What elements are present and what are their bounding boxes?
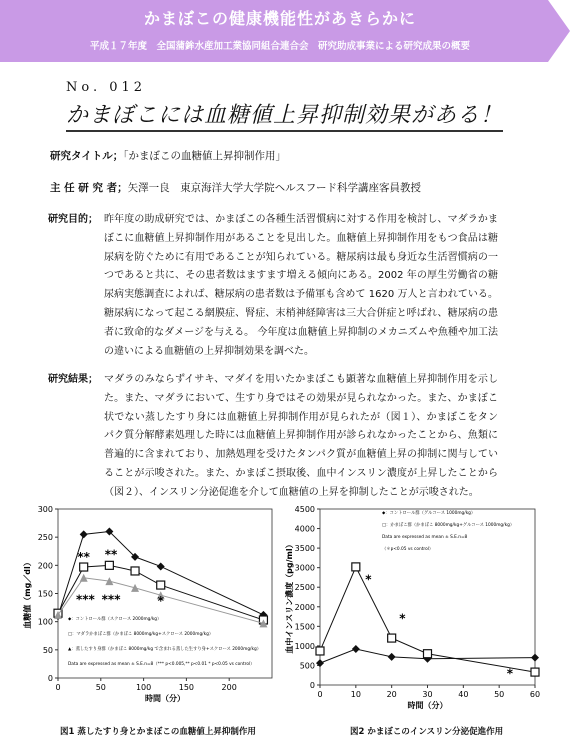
fig1-legend-entry: □：マダラかまぼこ群（かまぼこ 8000mg/kg+スクロース 2000mg/kg） — [68, 632, 214, 637]
fig2-series-1-point — [531, 668, 539, 676]
researcher-label: 主 任 研 究 者； — [50, 182, 128, 194]
research-title-row — [50, 146, 286, 166]
fig1-significance-mark: *** — [101, 592, 121, 607]
research-title-value: 「かまぼこの血糖値上昇抑制作用」 — [123, 150, 287, 162]
fig1-significance-mark: ** — [77, 549, 90, 564]
header-banner — [0, 0, 580, 62]
fig2-x-axis-label: 時間（分） — [407, 701, 448, 710]
fig2-y-tick-label: 0 — [309, 681, 315, 690]
fig1-y-tick-label: 200 — [37, 561, 53, 571]
fig2-significance-mark: * — [506, 666, 514, 681]
fig1-y-tick-label: 300 — [37, 505, 53, 514]
fig2-y-tick-label: 4500 — [294, 505, 315, 514]
fig2-y-tick-label: 3000 — [294, 563, 315, 573]
fig2-series-0-point — [388, 653, 396, 661]
fig1-legend-entry: ▲：蒸したすり身群（かまぼこ 8000mg/kg で含まれる蒸した生すり身+スクロース 2000mg/kg） — [68, 647, 262, 652]
fig2-series-1-point — [388, 634, 396, 642]
fig1-x-tick-label: 100 — [135, 683, 152, 692]
fig2-series-1-point — [352, 563, 360, 571]
fig2-series-0-point — [531, 654, 539, 662]
fig1-x-tick-label: 200 — [221, 683, 237, 692]
figure-1-caption: 図1 蒸したすり身とかまぼこの血糖値上昇抑制作用 — [60, 727, 256, 737]
fig1-y-tick-label: 250 — [37, 533, 53, 543]
fig2-y-tick-label: 1000 — [294, 641, 315, 651]
figure-2-caption: 図2 かまぼこのインスリン分泌促進作用 — [350, 727, 504, 737]
fig2-significance-mark: * — [399, 611, 406, 626]
banner-subtitle: 平成１７年度 全国蒲鉾水産加工業協同組合連合会 研究助成事業による研究成果の概要 — [89, 41, 470, 52]
fig2-x-tick-label: 0 — [317, 690, 323, 699]
fig2-y-tick-label: 4000 — [294, 524, 315, 534]
result-section — [48, 371, 498, 503]
fig1-series-1-point — [80, 563, 88, 571]
researcher-value: 矢澤一良 東京海洋大学大学院ヘルスフード科学講座客員教授 — [127, 182, 421, 194]
fig2-series-1-point — [316, 647, 324, 655]
fig1-y-tick-label: 50 — [42, 645, 53, 655]
research-title-label: 研究タイトル； — [50, 150, 124, 162]
fig2-legend-entry: Data are expressed as mean ± S.E.n=8 — [382, 535, 468, 540]
fig2-legend-entry: （＊p<0.05 vs control） — [382, 547, 434, 552]
fig2-y-axis-label: 血中インスリン濃度（pg/ml） — [285, 540, 294, 654]
fig2-x-tick-label: 60 — [529, 690, 541, 699]
page-title: かまぼこには血糖値上昇抑制効果がある！ — [66, 98, 503, 132]
fig2-x-tick-label: 40 — [458, 690, 469, 699]
fig1-x-tick-label: 150 — [178, 683, 195, 692]
fig2-y-tick-label: 500 — [299, 661, 315, 671]
fig1-y-tick-label: 150 — [37, 589, 53, 599]
fig2-significance-mark: * — [365, 572, 372, 587]
fig2-series-1-point — [424, 650, 432, 658]
fig2-series-0-point — [352, 645, 360, 653]
figure-2-insulin-chart — [285, 500, 580, 725]
fig1-significance-mark: * — [157, 593, 164, 608]
fig1-x-tick-label: 0 — [55, 683, 61, 692]
banner-title: かまぼこの健康機能性があきらかに — [143, 9, 416, 28]
fig1-legend-entry: ◆：コントロール群（スクロース 2000mg/kg） — [68, 617, 162, 622]
fig1-series-2-point — [131, 584, 139, 592]
result-text: マダラのみならずイサキ、マダイを用いたかまぼこも顕著な血糖値上昇抑制作用を示した。また、マダラにおいて、生すり身ではその効果が見られなかった。また、かまぼこ状でない蒸したすり身には血糖値上昇抑制作用が見られたが（図１）、かまぼこをタンパク質分解酵素処理した時には血糖値上昇抑制作用が診られなかったことから、魚類に普遍的に含まれており、加熱処理を受けたタンパク質が血糖値上昇の抑制に関与していることが示唆された。また、かまぼこ摂取後、血中インスリン濃度が上昇したことから（図２）、インスリン分泌促進を介して血糖値の上昇を抑制したことが示唆された。 — [104, 374, 498, 498]
figure-1-blood-glucose-chart — [0, 500, 290, 725]
fig2-x-tick-label: 20 — [386, 690, 397, 699]
fig1-y-axis-label: 血糖値（mg／dl） — [23, 558, 32, 629]
fig2-x-tick-label: 10 — [350, 690, 361, 699]
fig2-y-tick-label: 1500 — [294, 622, 315, 632]
fig1-series-1-point — [157, 581, 165, 589]
fig2-y-tick-label: 2000 — [294, 602, 315, 612]
fig1-series-0-point — [80, 530, 88, 538]
fig2-x-tick-label: 50 — [494, 690, 505, 699]
purpose-label: 研究目的； — [48, 214, 98, 225]
fig2-legend-entry: ◆：コントロール群（グルコース 1000mg/kg） — [382, 511, 476, 516]
fig2-y-tick-label: 3500 — [294, 544, 315, 554]
fig1-series-1-point — [131, 567, 139, 575]
fig1-x-tick-label: 50 — [95, 683, 106, 692]
fig1-y-tick-label: 0 — [47, 674, 53, 683]
fig1-series-0-point — [157, 562, 165, 570]
fig1-legend-entry: Data are expressed as mean ± S.E.n=8（*** p<0.005,** p<0.01 * p<0.05 vs control） — [68, 662, 255, 667]
fig1-series-1-point — [105, 561, 113, 569]
researcher-row — [50, 178, 421, 198]
fig2-x-tick-label: 30 — [422, 690, 433, 699]
result-label: 研究結果； — [48, 374, 98, 385]
fig2-y-tick-label: 2500 — [294, 583, 315, 593]
fig1-significance-mark: ** — [104, 547, 118, 562]
fig1-x-axis-label: 時間（分） — [145, 694, 185, 703]
document-number: No. 012 — [66, 80, 147, 95]
purpose-section — [48, 211, 498, 361]
purpose-text: 昨年度の助成研究では、かまぼこの各種生活習慣病に対する作用を検討し、マダラかまぼこに血糖値上昇抑制作用があることを見出した。血糖値上昇抑制作用をもつ食品は糖尿病を防ぐために有用であることが知られている。糖尿病は最も身近な生活習慣病の一つであると共に、その患者数はますます増える傾向にある。2002 年の厚生労働省の糖尿病実態調査によれば、糖尿病の患者数は予備軍も含めて 1620 万人と言われている。糖尿病になって起こる網膜症、腎症、末梢神経障害は三大合併症と呼ばれ、糖尿病の患者に致命的なダメージを与える。 今年度は血糖値上昇抑制のメカニズムや魚種や加工法の違いによる血糖値の上昇抑制効果を調べた。 — [104, 214, 498, 357]
fig2-legend-entry: □：かまぼこ群（かまぼこ 8000mg/kg+グルコース 1000mg/kg） — [382, 523, 515, 528]
fig1-y-tick-label: 100 — [37, 617, 53, 627]
fig1-significance-mark: *** — [75, 592, 95, 607]
